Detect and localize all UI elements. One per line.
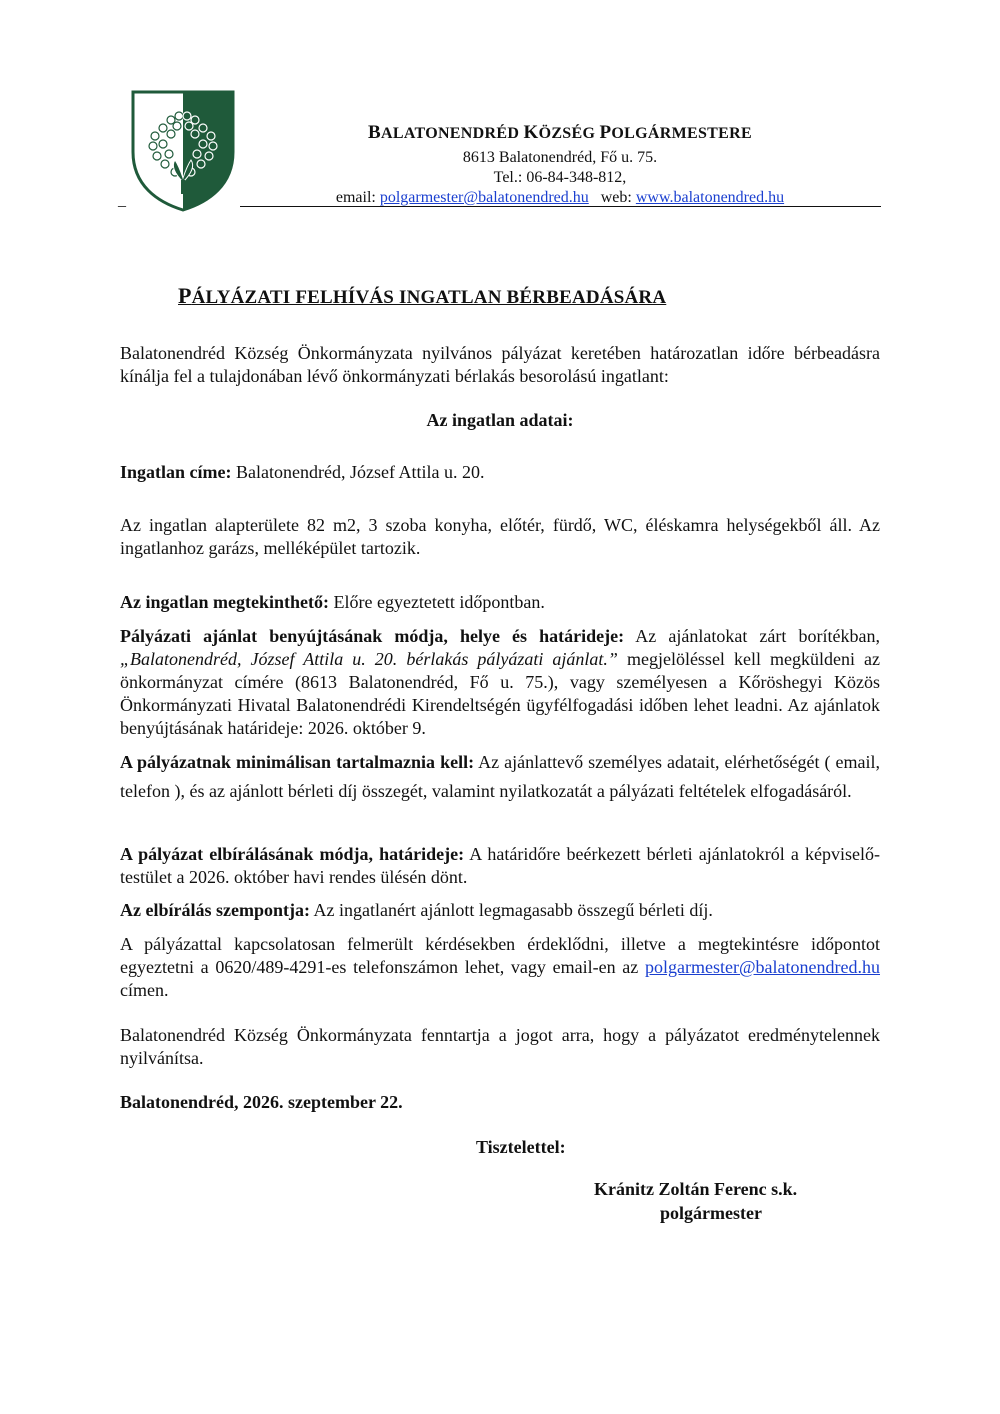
header-web-link[interactable]: www.balatonendred.hu bbox=[635, 189, 785, 206]
title-initial: P bbox=[178, 283, 192, 308]
submission-text-1: Az ajánlatokat zárt borítékban, bbox=[624, 626, 880, 646]
document-title bbox=[178, 283, 666, 309]
signer-name-text: Kránitz Zoltán Ferenc s.k. bbox=[594, 1179, 798, 1199]
org-name-part-2: ÖZSÉG bbox=[538, 125, 600, 142]
description-paragraph: Az ingatlan alapterülete 82 m2, 3 szoba konyha, előtér, fürdő, WC, éléskamra helységekből áll. Az ingatlanhoz garázs, melléképület tartozik. bbox=[120, 515, 880, 558]
intro-paragraph: Balatonendréd Község Önkormányzata nyilvános pályázat keretében határozatlan időre bérbeadásra kínálja fel a tulajdonában lévő önkormányzati bérlakás besorolású ingatlant: bbox=[120, 343, 880, 386]
org-name-part-3: OLGÁRMESTERE bbox=[611, 125, 752, 142]
address-value: Balatonendréd, József Attila u. 20. bbox=[231, 462, 485, 482]
evaluation-paragraph bbox=[120, 843, 880, 889]
submission-paragraph bbox=[120, 625, 880, 740]
criterion-paragraph bbox=[120, 899, 880, 922]
org-phone: Tel.: 06-84-348-812, bbox=[493, 169, 627, 186]
submission-label: Pályázati ajánlat benyújtásának módja, helye és határideje: bbox=[120, 626, 625, 646]
web-label: web: bbox=[600, 189, 636, 206]
signer-title-text: polgármester bbox=[660, 1203, 762, 1223]
org-name-initial-2: K bbox=[523, 122, 539, 143]
viewing-paragraph bbox=[120, 591, 880, 614]
evaluation-label: A pályázat elbírálásának módja, határideje: bbox=[120, 844, 465, 864]
inquiry-paragraph bbox=[120, 933, 880, 1002]
email-label: email: bbox=[335, 189, 380, 206]
place-date-text: Balatonendréd, 2026. szeptember 22. bbox=[120, 1092, 403, 1112]
viewing-label: Az ingatlan megtekinthető: bbox=[120, 592, 329, 612]
greeting bbox=[476, 1136, 676, 1159]
org-address: 8613 Balatonendréd, Fő u. 75. bbox=[462, 149, 658, 166]
minimum-paragraph bbox=[120, 748, 880, 806]
criterion-value: Az ingatlanért ajánlott legmagasabb összegű bérleti díj. bbox=[309, 900, 713, 920]
viewing-value: Előre egyeztetett időpontban. bbox=[328, 592, 545, 612]
header-divider bbox=[240, 206, 881, 207]
place-date bbox=[120, 1091, 880, 1114]
header-email-link[interactable]: polgarmester@balatonendred.hu bbox=[379, 189, 589, 206]
submission-italic: „Balatonendréd, József Attila u. 20. bérlakás pályázati ajánlat.” bbox=[120, 649, 618, 669]
address-label: Ingatlan címe: bbox=[120, 462, 232, 482]
address-paragraph bbox=[120, 461, 880, 484]
signer-name bbox=[594, 1178, 834, 1201]
org-name-initial-1: B bbox=[368, 122, 382, 143]
submission-text-2: megjelöléssel kell megküldeni az önkormányzat címére (8613 Balatonendréd, Fő u. 75.), vagy személyesen a Kőröshegyi Közös Önkormányzati Hivatal Balatonendrédi Kirendeltségén ügyfélfogadási időben lehet leadni. Az ajánlatok benyújtásának határideje: 2026. október 9. bbox=[120, 649, 880, 738]
signer-title bbox=[660, 1202, 860, 1225]
evaluation-value: A határidőre beérkezett bérleti ajánlatokról a képviselő-testület a 2026. október havi rendes ülésén dönt. bbox=[120, 844, 880, 887]
org-contact bbox=[240, 188, 880, 208]
minimum-label: A pályázatnak minimálisan tartalmaznia kell: bbox=[120, 752, 475, 772]
greeting-text: Tisztelettel: bbox=[476, 1137, 566, 1157]
minimum-value: Az ajánlattevő személyes adatait, elérhetőségét ( email, telefon ), és az ajánlott bérleti díj összegét, valamint nyilatkozatát a pályázati feltételek elfogadásáról. bbox=[120, 752, 880, 801]
header-left-mark: _ bbox=[118, 192, 126, 209]
property-heading bbox=[120, 409, 880, 432]
org-name-initial-3: P bbox=[599, 122, 612, 143]
municipal-coat-of-arms-icon bbox=[131, 90, 235, 212]
inquiry-email-link[interactable]: polgarmester@balatonendred.hu bbox=[645, 957, 880, 977]
title-text: ÁLYÁZATI FELHÍVÁS INGATLAN BÉRBEADÁSÁRA bbox=[191, 287, 667, 308]
inquiry-text: A pályázattal kapcsolatosan felmerült kérdésekben érdeklődni, illetve a megtekintésre időpontot egyeztetni a 0620/489-4291-es telefonszámon lehet, vagy email-en az bbox=[120, 934, 880, 977]
inquiry-suffix: címen. bbox=[120, 980, 169, 1000]
property-heading-text: Az ingatlan adatai: bbox=[426, 410, 574, 430]
org-name-part-1: ALATONENDRÉD bbox=[381, 125, 524, 142]
letterhead bbox=[240, 122, 880, 208]
criterion-label: Az elbírálás szempontja: bbox=[120, 900, 310, 920]
reservation-paragraph: Balatonendréd Község Önkormányzata fenntartja a jogot arra, hogy a pályázatot eredménytelennek nyilvánítsa. bbox=[120, 1025, 880, 1068]
org-name bbox=[240, 122, 880, 144]
